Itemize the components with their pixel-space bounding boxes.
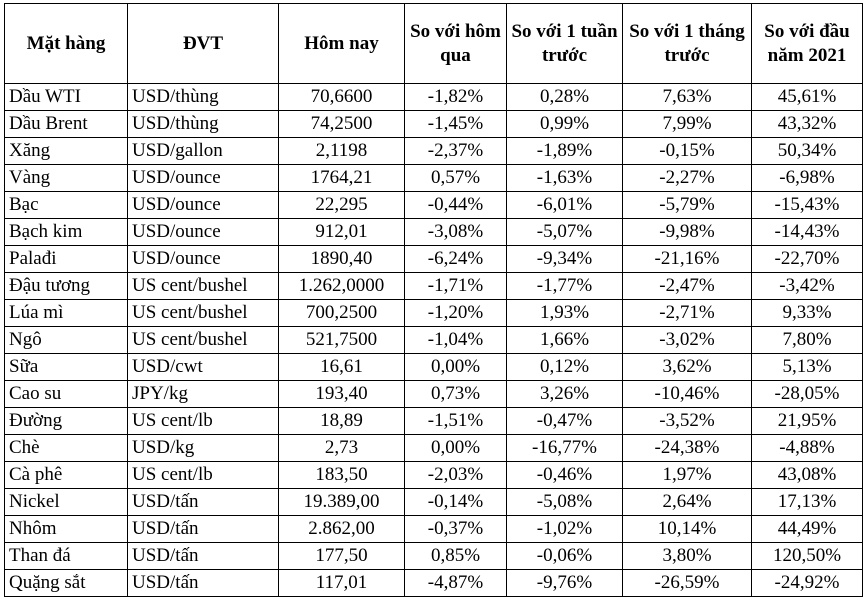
header-vs-month: So với 1 tháng trước	[623, 4, 752, 84]
cell-vs-week: -1,02%	[507, 516, 623, 543]
cell-vs-yesterday: -1,45%	[405, 111, 507, 138]
cell-vs-year-start: -14,43%	[752, 219, 863, 246]
cell-today: 16,61	[279, 354, 405, 381]
cell-vs-month: -21,16%	[623, 246, 752, 273]
commodity-price-table	[4, 3, 863, 597]
cell-commodity: Đường	[5, 408, 128, 435]
cell-vs-week: -6,01%	[507, 192, 623, 219]
table-body	[5, 84, 863, 597]
cell-commodity: Chè	[5, 435, 128, 462]
cell-vs-yesterday: 0,73%	[405, 381, 507, 408]
cell-vs-week: 0,99%	[507, 111, 623, 138]
table-row	[5, 219, 863, 246]
cell-vs-year-start: 50,34%	[752, 138, 863, 165]
cell-vs-week: -0,47%	[507, 408, 623, 435]
cell-vs-year-start: 43,32%	[752, 111, 863, 138]
header-vs-week: So với 1 tuần trước	[507, 4, 623, 84]
cell-today: 117,01	[279, 570, 405, 597]
cell-commodity: Đậu tương	[5, 273, 128, 300]
table-row	[5, 165, 863, 192]
cell-today: 1890,40	[279, 246, 405, 273]
table-row	[5, 192, 863, 219]
cell-vs-month: 1,97%	[623, 462, 752, 489]
cell-vs-yesterday: -1,04%	[405, 327, 507, 354]
cell-vs-year-start: -15,43%	[752, 192, 863, 219]
table-row	[5, 84, 863, 111]
cell-vs-month: -2,27%	[623, 165, 752, 192]
table-row	[5, 570, 863, 597]
cell-vs-year-start: -4,88%	[752, 435, 863, 462]
cell-commodity: Sữa	[5, 354, 128, 381]
cell-today: 700,2500	[279, 300, 405, 327]
cell-vs-yesterday: -3,08%	[405, 219, 507, 246]
cell-today: 521,7500	[279, 327, 405, 354]
cell-vs-month: -24,38%	[623, 435, 752, 462]
cell-commodity: Cà phê	[5, 462, 128, 489]
cell-unit: USD/thùng	[128, 84, 279, 111]
cell-vs-year-start: 5,13%	[752, 354, 863, 381]
cell-vs-week: -16,77%	[507, 435, 623, 462]
cell-today: 177,50	[279, 543, 405, 570]
cell-vs-yesterday: -4,87%	[405, 570, 507, 597]
cell-today: 70,6600	[279, 84, 405, 111]
cell-commodity: Dầu Brent	[5, 111, 128, 138]
header-unit: ĐVT	[128, 4, 279, 84]
cell-commodity: Than đá	[5, 543, 128, 570]
cell-vs-month: -10,46%	[623, 381, 752, 408]
cell-vs-week: -1,77%	[507, 273, 623, 300]
cell-vs-month: -9,98%	[623, 219, 752, 246]
cell-unit: USD/ounce	[128, 219, 279, 246]
cell-unit: US cent/bushel	[128, 300, 279, 327]
table-row	[5, 435, 863, 462]
cell-commodity: Nickel	[5, 489, 128, 516]
cell-vs-week: -1,63%	[507, 165, 623, 192]
cell-vs-week: 1,93%	[507, 300, 623, 327]
cell-vs-year-start: -6,98%	[752, 165, 863, 192]
cell-commodity: Nhôm	[5, 516, 128, 543]
cell-vs-year-start: 9,33%	[752, 300, 863, 327]
cell-today: 74,2500	[279, 111, 405, 138]
cell-vs-yesterday: -6,24%	[405, 246, 507, 273]
cell-vs-week: -9,34%	[507, 246, 623, 273]
cell-today: 1.262,0000	[279, 273, 405, 300]
cell-unit: USD/thùng	[128, 111, 279, 138]
cell-vs-yesterday: -1,20%	[405, 300, 507, 327]
cell-today: 2.862,00	[279, 516, 405, 543]
cell-commodity: Bạch kim	[5, 219, 128, 246]
cell-vs-yesterday: -1,82%	[405, 84, 507, 111]
cell-vs-week: 0,12%	[507, 354, 623, 381]
cell-vs-week: 0,28%	[507, 84, 623, 111]
cell-unit: US cent/bushel	[128, 273, 279, 300]
cell-commodity: Quặng sắt	[5, 570, 128, 597]
cell-vs-month: -0,15%	[623, 138, 752, 165]
cell-commodity: Bạc	[5, 192, 128, 219]
table-row	[5, 408, 863, 435]
cell-vs-yesterday: -1,51%	[405, 408, 507, 435]
cell-unit: USD/tấn	[128, 489, 279, 516]
cell-unit: USD/ounce	[128, 192, 279, 219]
table-row	[5, 516, 863, 543]
cell-vs-yesterday: -1,71%	[405, 273, 507, 300]
cell-vs-month: 7,63%	[623, 84, 752, 111]
cell-unit: USD/cwt	[128, 354, 279, 381]
cell-today: 2,73	[279, 435, 405, 462]
cell-today: 1764,21	[279, 165, 405, 192]
header-commodity: Mặt hàng	[5, 4, 128, 84]
cell-vs-year-start: 17,13%	[752, 489, 863, 516]
cell-today: 22,295	[279, 192, 405, 219]
cell-vs-year-start: 44,49%	[752, 516, 863, 543]
cell-today: 18,89	[279, 408, 405, 435]
cell-vs-yesterday: 0,57%	[405, 165, 507, 192]
cell-vs-week: -0,46%	[507, 462, 623, 489]
cell-vs-week: -0,06%	[507, 543, 623, 570]
cell-vs-year-start: -28,05%	[752, 381, 863, 408]
cell-unit: USD/tấn	[128, 570, 279, 597]
cell-commodity: Palađi	[5, 246, 128, 273]
cell-vs-week: -5,08%	[507, 489, 623, 516]
header-vs-yesterday: So với hôm qua	[405, 4, 507, 84]
cell-vs-year-start: 21,95%	[752, 408, 863, 435]
cell-vs-year-start: 7,80%	[752, 327, 863, 354]
table-row	[5, 327, 863, 354]
cell-vs-week: -1,89%	[507, 138, 623, 165]
table-row	[5, 354, 863, 381]
header-today: Hôm nay	[279, 4, 405, 84]
cell-vs-year-start: -3,42%	[752, 273, 863, 300]
table-row	[5, 381, 863, 408]
cell-vs-month: -2,71%	[623, 300, 752, 327]
table-row	[5, 273, 863, 300]
cell-commodity: Lúa mì	[5, 300, 128, 327]
cell-unit: US cent/bushel	[128, 327, 279, 354]
cell-vs-year-start: 45,61%	[752, 84, 863, 111]
cell-unit: USD/tấn	[128, 516, 279, 543]
cell-vs-month: -26,59%	[623, 570, 752, 597]
cell-vs-yesterday: -0,14%	[405, 489, 507, 516]
cell-vs-month: 2,64%	[623, 489, 752, 516]
cell-today: 2,1198	[279, 138, 405, 165]
cell-today: 183,50	[279, 462, 405, 489]
cell-commodity: Dầu WTI	[5, 84, 128, 111]
table-row	[5, 543, 863, 570]
cell-vs-year-start: 43,08%	[752, 462, 863, 489]
cell-vs-month: -2,47%	[623, 273, 752, 300]
table-row	[5, 111, 863, 138]
cell-unit: US cent/lb	[128, 408, 279, 435]
header-vs-year-start: So với đầu năm 2021	[752, 4, 863, 84]
cell-commodity: Ngô	[5, 327, 128, 354]
header-row	[5, 4, 863, 84]
cell-vs-month: 3,80%	[623, 543, 752, 570]
cell-unit: USD/ounce	[128, 165, 279, 192]
table-row	[5, 300, 863, 327]
cell-vs-yesterday: 0,00%	[405, 354, 507, 381]
cell-unit: USD/tấn	[128, 543, 279, 570]
cell-vs-yesterday: 0,85%	[405, 543, 507, 570]
cell-vs-yesterday: -2,03%	[405, 462, 507, 489]
table-row	[5, 246, 863, 273]
cell-vs-month: 7,99%	[623, 111, 752, 138]
cell-vs-month: -5,79%	[623, 192, 752, 219]
cell-vs-yesterday: -0,44%	[405, 192, 507, 219]
cell-unit: US cent/lb	[128, 462, 279, 489]
cell-vs-yesterday: -2,37%	[405, 138, 507, 165]
cell-vs-yesterday: -0,37%	[405, 516, 507, 543]
cell-today: 19.389,00	[279, 489, 405, 516]
cell-unit: USD/ounce	[128, 246, 279, 273]
cell-commodity: Cao su	[5, 381, 128, 408]
cell-vs-week: 3,26%	[507, 381, 623, 408]
cell-vs-week: -5,07%	[507, 219, 623, 246]
table-row	[5, 489, 863, 516]
table-row	[5, 138, 863, 165]
cell-vs-month: -3,52%	[623, 408, 752, 435]
cell-vs-month: -3,02%	[623, 327, 752, 354]
cell-commodity: Xăng	[5, 138, 128, 165]
cell-unit: USD/kg	[128, 435, 279, 462]
cell-unit: USD/gallon	[128, 138, 279, 165]
cell-unit: JPY/kg	[128, 381, 279, 408]
cell-vs-month: 3,62%	[623, 354, 752, 381]
cell-vs-year-start: -24,92%	[752, 570, 863, 597]
cell-commodity: Vàng	[5, 165, 128, 192]
cell-today: 193,40	[279, 381, 405, 408]
cell-vs-year-start: -22,70%	[752, 246, 863, 273]
cell-vs-year-start: 120,50%	[752, 543, 863, 570]
cell-vs-yesterday: 0,00%	[405, 435, 507, 462]
cell-vs-month: 10,14%	[623, 516, 752, 543]
cell-today: 912,01	[279, 219, 405, 246]
cell-vs-week: -9,76%	[507, 570, 623, 597]
table-row	[5, 462, 863, 489]
cell-vs-week: 1,66%	[507, 327, 623, 354]
